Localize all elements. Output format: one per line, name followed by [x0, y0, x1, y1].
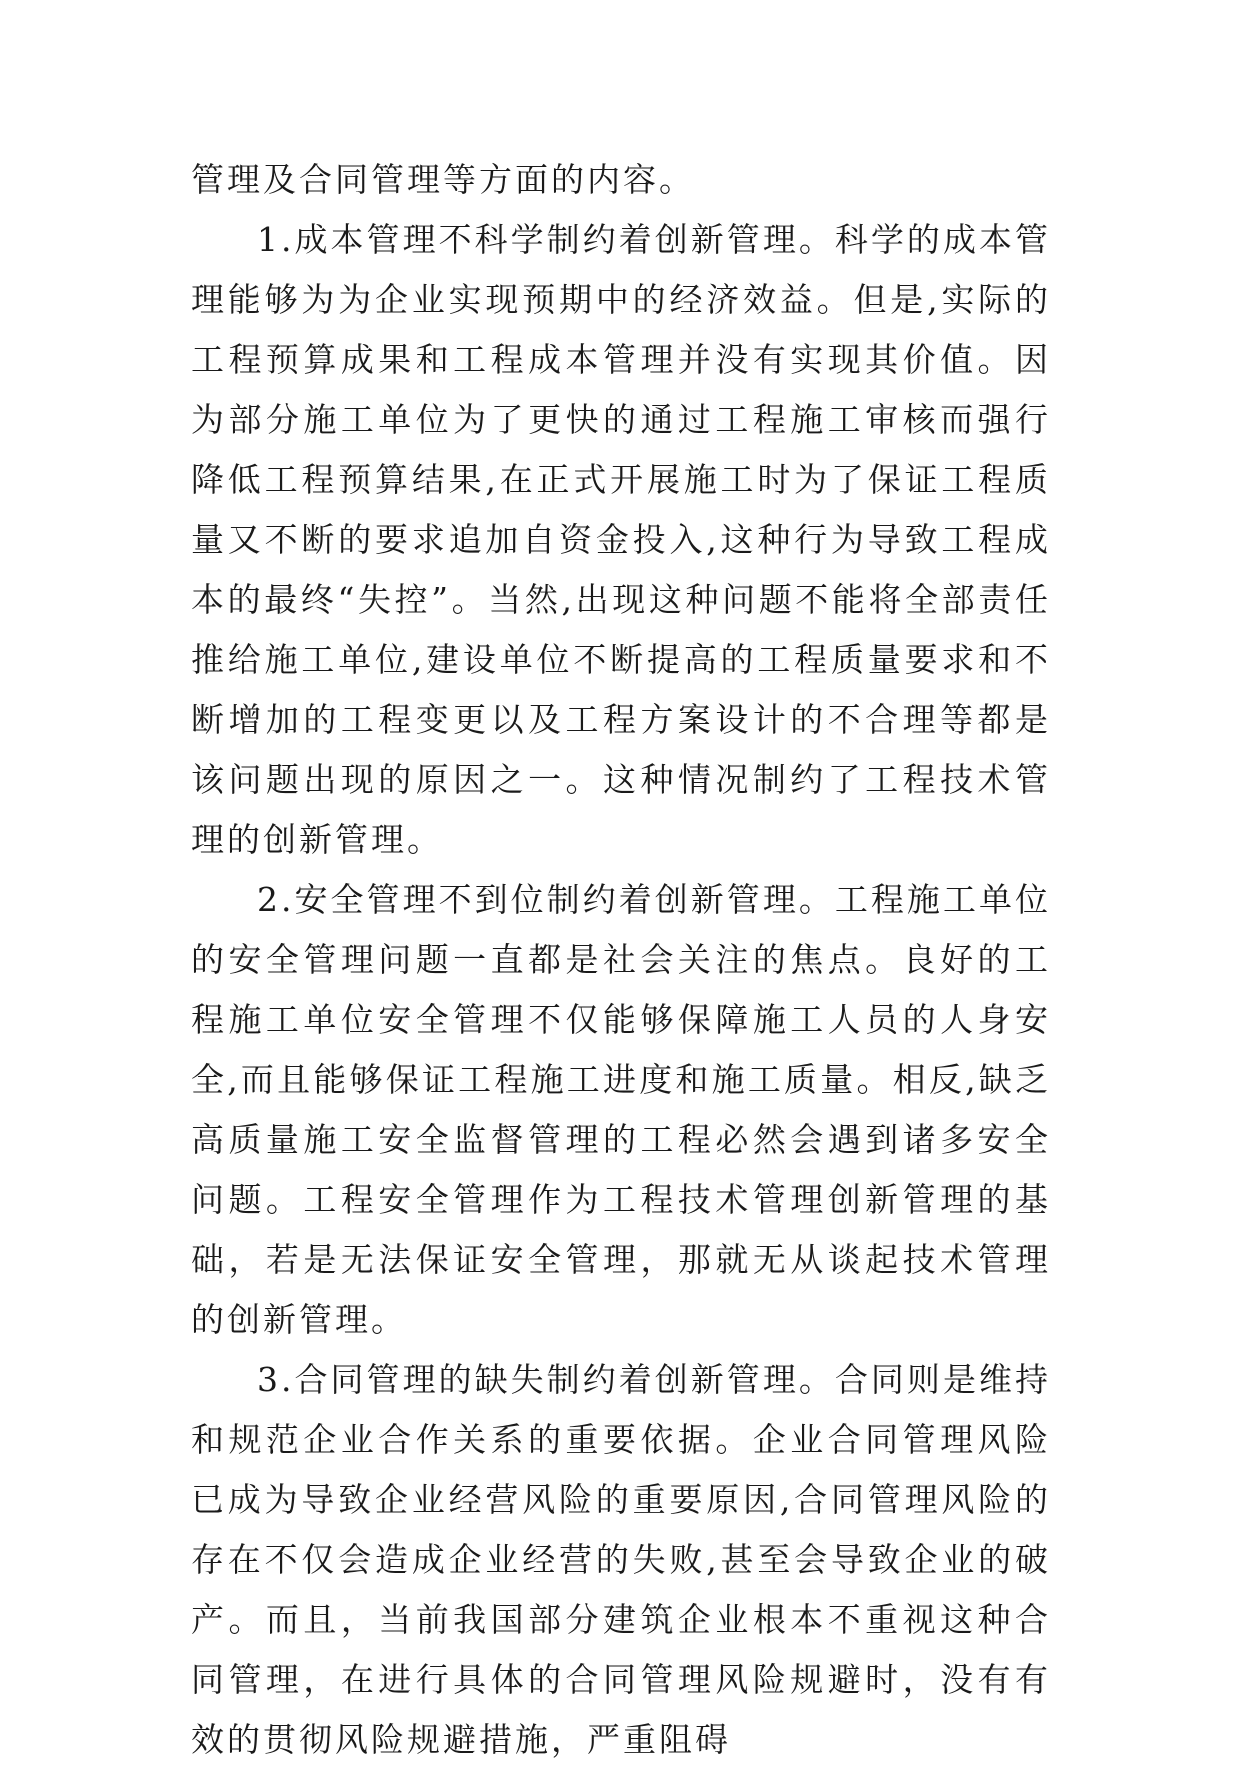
- paragraph-cost-management: 1.成本管理不科学制约着创新管理。科学的成本管理能够为为企业实现预期中的经济效益。但是,实际的工程预算成果和工程成本管理并没有实现其价值。因为部分施工单位为了更快的通过工程施工审核而强行降低工程预算结果,在正式开展施工时为了保证工程质量又不断的要求追加自资金投入,这种行为导致工程成本的最终“失控”。当然,出现这种问题不能将全部责任推给施工单位,建设单位不断提高的工程质量要求和不断增加的工程变更以及工程方案设计的不合理等都是该问题出现的原因之一。这种情况制约了工程技术管理的创新管理。: [191, 220, 1051, 859]
- paragraph-safety-management: 2.安全管理不到位制约着创新管理。工程施工单位的安全管理问题一直都是社会关注的焦点。良好的工程施工单位安全管理不仅能够保障施工人员的人身安全,而且能够保证工程施工进度和施工质量。相反,缺乏高质量施工安全监督管理的工程必然会遇到诸多安全问题。工程安全管理作为工程技术管理创新管理的基础，若是无法保证安全管理，那就无从谈起技术管理的创新管理。: [191, 880, 1051, 1339]
- body-text: [191, 150, 1051, 1770]
- paragraph-contract-management: 3.合同管理的缺失制约着创新管理。合同则是维持和规范企业合作关系的重要依据。企业合同管理风险已成为导致企业经营风险的重要原因,合同管理风险的存在不仅会造成企业经营的失败,甚至会导致企业的破产。而且，当前我国部分建筑企业根本不重视这种合同管理，在进行具体的合同管理风险规避时，没有有效的贯彻风险规避措施，严重阻碍: [191, 1360, 1051, 1759]
- paragraph-continuation: 管理及合同管理等方面的内容。: [191, 160, 695, 199]
